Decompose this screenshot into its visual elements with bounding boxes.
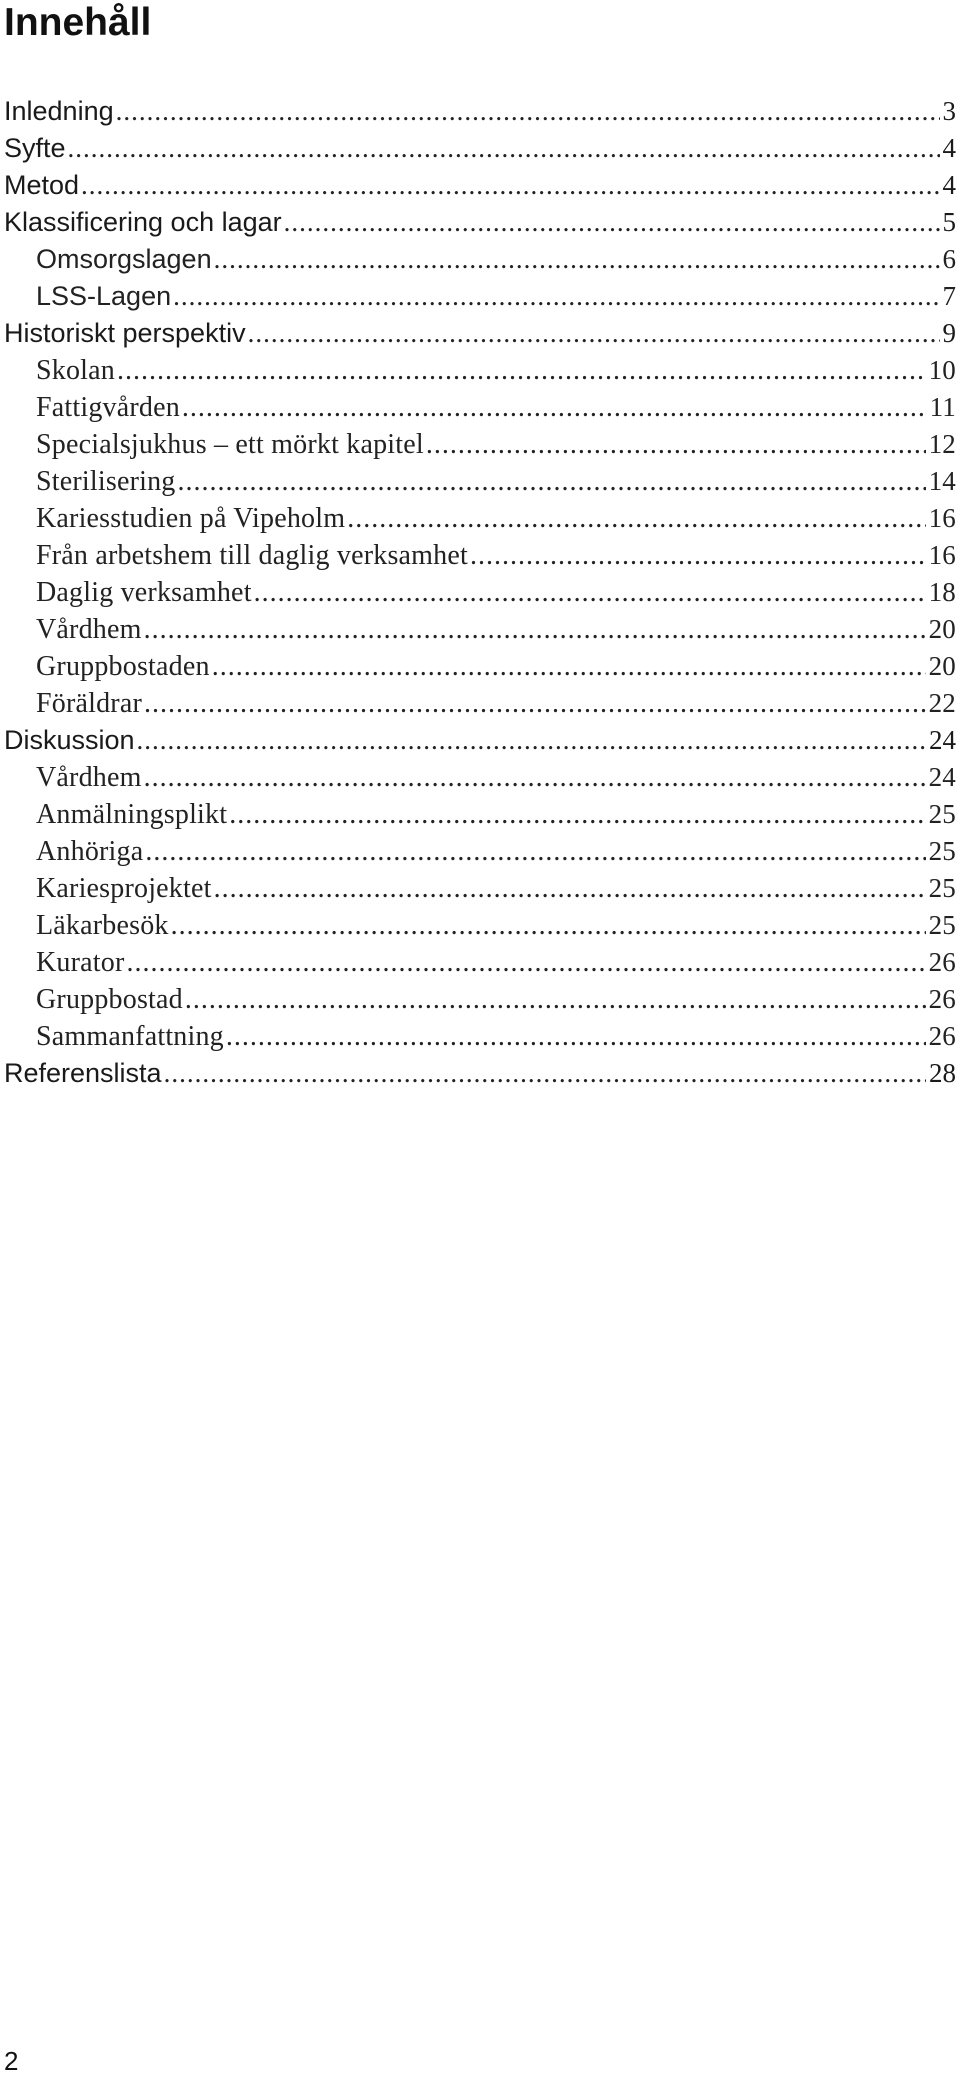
toc-entry[interactable] [0, 500, 956, 537]
toc-entry-page: 26 [928, 947, 956, 977]
toc-entry[interactable] [0, 574, 956, 611]
toc-entry-label: Referenslista [4, 1058, 162, 1088]
toc-entry-label: Föräldrar [36, 688, 142, 719]
toc-entry-page: 20 [928, 651, 956, 681]
toc-entry-label: Klassificering och lagar [4, 207, 282, 237]
toc-entry-page: 16 [928, 503, 956, 533]
toc-entry-label: Läkarbesök [36, 910, 169, 941]
toc-entry[interactable] [0, 537, 956, 574]
toc-entry-page: 18 [928, 577, 956, 607]
toc-entry-label: Sammanfattning [36, 1021, 224, 1052]
toc-entry-label: Vårdhem [36, 762, 142, 793]
toc-entry[interactable] [0, 426, 956, 463]
toc-entry[interactable] [0, 685, 956, 722]
toc-entry[interactable] [0, 611, 956, 648]
toc-entry-label: Omsorgslagen [36, 244, 212, 274]
toc-entry[interactable] [0, 278, 956, 315]
toc-entry-page: 7 [942, 281, 956, 311]
toc-dot-leader [144, 685, 926, 722]
toc-dot-leader [171, 907, 926, 944]
toc-entry[interactable] [0, 722, 956, 759]
toc-entry-page: 28 [929, 1058, 956, 1088]
toc-entry-label: Gruppbostaden [36, 651, 210, 682]
toc-dot-leader [470, 537, 926, 574]
toc-entry-label: Anmälningsplikt [36, 799, 228, 830]
toc-entry[interactable] [0, 1055, 956, 1092]
toc-entry-page: 16 [928, 540, 956, 570]
toc-entry[interactable] [0, 93, 956, 130]
toc-dot-leader [137, 722, 926, 759]
toc-entry-page: 4 [942, 170, 956, 200]
toc-entry-label: Daglig verksamhet [36, 577, 252, 608]
toc-entry-page: 26 [928, 1021, 956, 1051]
toc-entry[interactable] [0, 870, 956, 907]
toc-dot-leader [214, 241, 940, 278]
toc-entry-page: 25 [928, 873, 956, 903]
toc-entry-label: Gruppbostad [36, 984, 183, 1015]
toc-dot-leader [126, 944, 925, 981]
toc-entry[interactable] [0, 907, 956, 944]
toc-dot-leader [144, 759, 926, 796]
toc-entry-label: Fattigvården [36, 392, 180, 423]
toc-entry[interactable] [0, 463, 956, 500]
toc-entry[interactable] [0, 167, 956, 204]
toc-entry-label: Vårdhem [36, 614, 142, 645]
toc-entry-page: 5 [942, 207, 956, 237]
toc-entry-page: 26 [928, 984, 956, 1014]
toc-dot-leader [185, 981, 926, 1018]
toc-dot-leader [284, 204, 940, 241]
toc-entry[interactable] [0, 648, 956, 685]
toc-dot-leader [248, 315, 940, 352]
page-number: 2 [4, 2046, 19, 2076]
toc-entry-page: 6 [942, 244, 956, 274]
toc-dot-leader [145, 833, 925, 870]
toc-entry-page: 12 [928, 429, 956, 459]
toc-dot-leader [254, 574, 926, 611]
toc-entry[interactable] [0, 315, 956, 352]
toc-entry[interactable] [0, 241, 956, 278]
toc-entry-label: Kariesprojektet [36, 873, 212, 904]
toc-dot-leader [226, 1018, 926, 1055]
toc-entry-label: Från arbetshem till daglig verksamhet [36, 540, 468, 571]
toc-dot-leader [68, 130, 940, 167]
toc-dot-leader [229, 796, 925, 833]
toc-entry-page: 25 [928, 799, 956, 829]
toc-entry-label: Historiskt perspektiv [4, 318, 246, 348]
toc-entry-label: Kariesstudien på Vipeholm [36, 503, 346, 534]
toc-entry-page: 14 [928, 466, 956, 496]
toc-dot-leader [182, 389, 927, 426]
toc-entry[interactable] [0, 352, 956, 389]
toc-entry[interactable] [0, 389, 956, 426]
toc-entry-page: 9 [942, 318, 956, 348]
toc-entry[interactable] [0, 944, 956, 981]
toc-entry-page: 20 [928, 614, 956, 644]
toc-entry[interactable] [0, 1018, 956, 1055]
toc-entry[interactable] [0, 130, 956, 167]
toc-entry-label: Sterilisering [36, 466, 176, 497]
toc-entry-page: 25 [928, 836, 956, 866]
toc-entry-label: LSS-Lagen [36, 281, 172, 311]
toc-dot-leader [173, 278, 939, 315]
toc-entry-label: Diskussion [4, 725, 135, 755]
toc-dot-leader [81, 167, 939, 204]
table-of-contents [0, 93, 956, 1092]
toc-dot-leader [426, 426, 926, 463]
toc-dot-leader [347, 500, 925, 537]
toc-dot-leader [177, 463, 925, 500]
toc-entry-label: Inledning [4, 96, 114, 126]
toc-entry[interactable] [0, 833, 956, 870]
toc-entry-label: Syfte [4, 133, 66, 163]
toc-entry-page: 4 [942, 133, 956, 163]
toc-entry-page: 24 [928, 762, 956, 792]
toc-entry-page: 25 [928, 910, 956, 940]
toc-dot-leader [117, 352, 926, 389]
toc-entry-label: Kurator [36, 947, 125, 978]
toc-entry[interactable] [0, 981, 956, 1018]
toc-entry[interactable] [0, 796, 956, 833]
toc-entry-page: 11 [929, 392, 956, 422]
toc-dot-leader [144, 611, 926, 648]
toc-entry-label: Skolan [36, 355, 115, 386]
toc-entry-page: 10 [928, 355, 956, 385]
page-title: Innehåll [4, 1, 152, 44]
toc-entry-page: 22 [928, 688, 956, 718]
toc-entry-label: Specialsjukhus – ett mörkt kapitel [36, 429, 424, 460]
toc-dot-leader [116, 93, 940, 130]
toc-entry-label: Metod [4, 170, 80, 200]
toc-dot-leader [212, 648, 926, 685]
toc-entry[interactable] [0, 204, 956, 241]
toc-entry-label: Anhöriga [36, 836, 144, 867]
toc-entry-page: 3 [942, 96, 956, 126]
toc-dot-leader [214, 870, 926, 907]
toc-dot-leader [164, 1055, 926, 1092]
toc-entry[interactable] [0, 759, 956, 796]
toc-entry-page: 24 [929, 725, 956, 755]
